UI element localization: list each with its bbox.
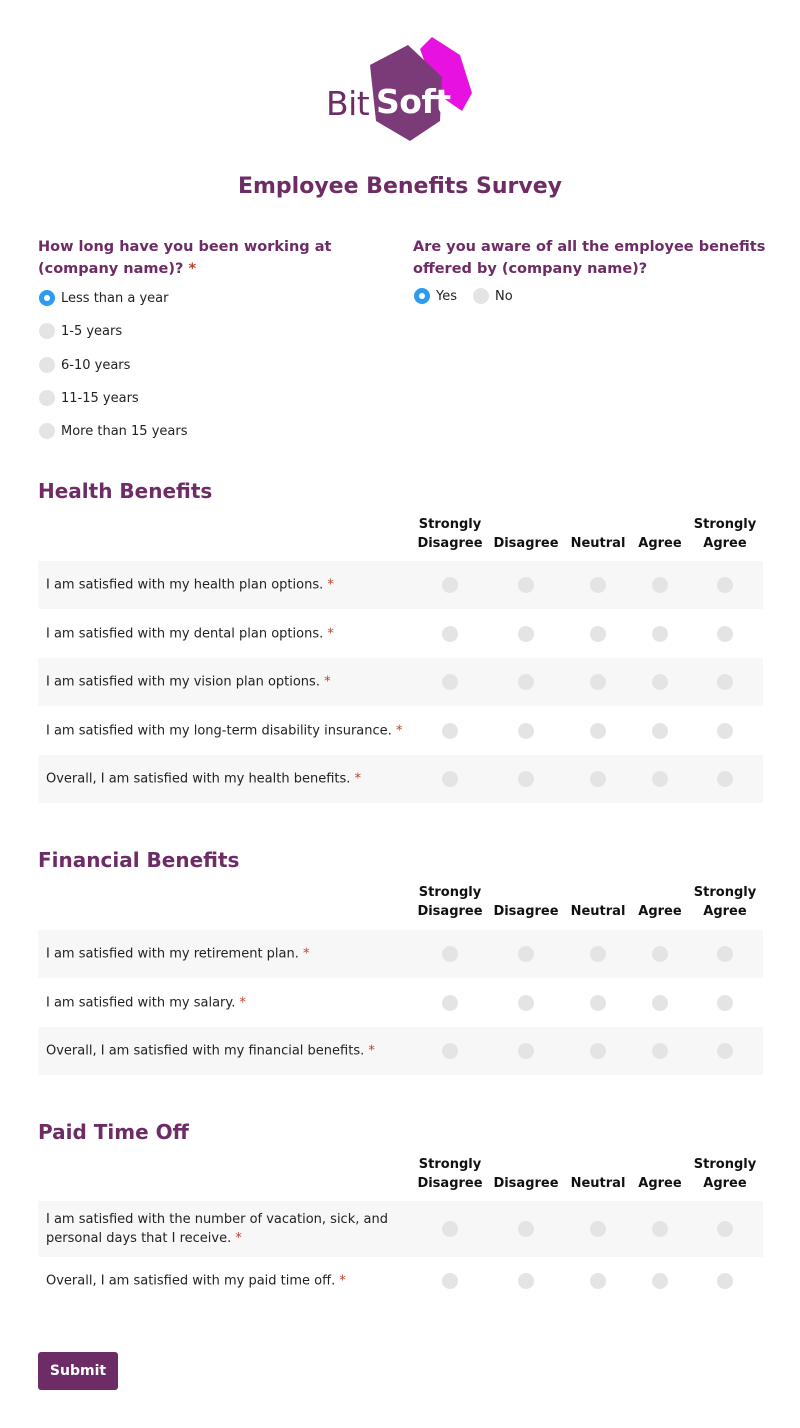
matrix-row-label: I am satisfied with my dental plan options. * — [46, 626, 334, 641]
rating-radio[interactable] — [717, 1273, 733, 1289]
rating-radio[interactable] — [652, 1221, 668, 1237]
rating-radio[interactable] — [442, 946, 458, 962]
rating-radio[interactable] — [652, 577, 668, 593]
logo — [326, 37, 476, 143]
radio-button[interactable] — [414, 288, 430, 304]
required-asterisk: * — [188, 261, 197, 277]
matrix-row — [38, 706, 763, 755]
scale-header-line: Strongly — [418, 885, 482, 900]
scale-column-header — [685, 883, 765, 921]
tenure-option[interactable] — [39, 421, 187, 441]
radio-button[interactable] — [39, 357, 55, 373]
rating-radio[interactable] — [442, 1273, 458, 1289]
required-asterisk: * — [395, 723, 403, 738]
scale-column-header — [685, 1155, 765, 1193]
rating-radio[interactable] — [652, 626, 668, 642]
rating-radio[interactable] — [717, 1221, 733, 1237]
rating-radio[interactable] — [590, 1273, 606, 1289]
required-asterisk: * — [368, 1043, 375, 1059]
rating-radio[interactable] — [717, 771, 733, 787]
question-tenure-label: How long have you been working at (company name)? * — [38, 239, 332, 277]
option-label: 11-15 years — [61, 390, 139, 406]
option-label: Yes — [436, 288, 457, 304]
radio-button[interactable] — [39, 390, 55, 406]
rating-radio[interactable] — [590, 1221, 606, 1237]
scale-column-header — [486, 515, 566, 553]
rating-radio[interactable] — [652, 771, 668, 787]
rating-radio[interactable] — [717, 577, 733, 593]
required-asterisk: * — [239, 995, 246, 1010]
radio-button[interactable] — [473, 288, 489, 304]
scale-header-line: Disagree — [417, 536, 483, 551]
rating-radio[interactable] — [717, 626, 733, 642]
rating-radio[interactable] — [518, 577, 534, 593]
form-title: Employee Benefits Survey — [237, 174, 562, 199]
scale-column-header — [410, 515, 490, 553]
rating-radio[interactable] — [518, 1273, 534, 1289]
radio-button[interactable] — [39, 323, 55, 339]
rating-radio[interactable] — [717, 995, 733, 1011]
scale-header-line: Disagree — [417, 1176, 483, 1191]
scale-header-line: Strongly — [418, 1157, 482, 1172]
section-title: Paid Time Off — [38, 1120, 189, 1144]
radio-button[interactable] — [39, 423, 55, 439]
matrix-row-label: Overall, I am satisfied with my paid time off. * — [46, 1273, 346, 1288]
scale-header-line: Neutral — [570, 1176, 626, 1191]
rating-radio[interactable] — [442, 674, 458, 690]
tenure-option[interactable] — [39, 321, 122, 341]
matrix-row-label: I am satisfied with the number of vacation, sick, and personal days that I receive. * — [46, 1212, 388, 1246]
scale-header-line: Agree — [703, 536, 747, 551]
tenure-option[interactable] — [39, 288, 168, 308]
radio-button[interactable] — [39, 290, 55, 306]
rating-radio[interactable] — [590, 771, 606, 787]
rating-radio[interactable] — [518, 674, 534, 690]
scale-header-line: Strongly — [693, 517, 757, 532]
option-label: Less than a year — [61, 290, 169, 306]
rating-radio[interactable] — [442, 995, 458, 1011]
section-title: Financial Benefits — [38, 848, 240, 872]
rating-radio[interactable] — [590, 674, 606, 690]
matrix-row — [38, 1201, 763, 1257]
scale-header-line — [486, 515, 566, 534]
aware-option[interactable] — [414, 286, 457, 306]
option-label: No — [495, 288, 513, 304]
rating-radio[interactable] — [717, 674, 733, 690]
rating-radio[interactable] — [442, 723, 458, 739]
rating-radio[interactable] — [590, 626, 606, 642]
tenure-option[interactable] — [39, 388, 139, 408]
required-asterisk: * — [324, 674, 331, 690]
scale-column-header — [410, 1155, 490, 1193]
submit-button[interactable]: Submit — [38, 1352, 118, 1390]
question-aware-label: Are you aware of all the employee benefits offered by (company name)? — [413, 239, 766, 277]
rating-radio[interactable] — [590, 946, 606, 962]
scale-header-line: Agree — [638, 536, 682, 551]
rating-radio[interactable] — [652, 723, 668, 739]
scale-header-line: Disagree — [493, 1176, 559, 1191]
rating-radio[interactable] — [442, 626, 458, 642]
rating-radio[interactable] — [590, 577, 606, 593]
scale-header-line: Strongly — [693, 1157, 757, 1172]
matrix-row-label: I am satisfied with my retirement plan. * — [46, 946, 310, 962]
section-title: Health Benefits — [38, 479, 213, 503]
scale-header-line: Disagree — [417, 904, 483, 919]
rating-radio[interactable] — [717, 946, 733, 962]
rating-radio[interactable] — [518, 723, 534, 739]
tenure-option[interactable] — [39, 355, 130, 375]
matrix-row-label: I am satisfied with my health plan options. * — [46, 577, 334, 593]
scale-header-line — [486, 883, 566, 902]
scale-header-line: Strongly — [418, 517, 482, 532]
rating-radio[interactable] — [590, 995, 606, 1011]
matrix-row — [38, 609, 763, 658]
scale-header-line: Strongly — [693, 885, 757, 900]
scale-header-line: Disagree — [493, 904, 559, 919]
scale-header-line: Agree — [703, 904, 747, 919]
scale-header-line: Agree — [638, 904, 682, 919]
required-asterisk: * — [327, 577, 334, 593]
matrix-row-label: Overall, I am satisfied with my financial benefits. * — [46, 1043, 375, 1059]
rating-radio[interactable] — [442, 771, 458, 787]
rating-radio[interactable] — [717, 1043, 733, 1059]
scale-column-header — [486, 883, 566, 921]
matrix-row — [38, 1027, 763, 1075]
rating-radio[interactable] — [442, 577, 458, 593]
rating-radio[interactable] — [518, 1043, 534, 1059]
rating-radio[interactable] — [652, 1273, 668, 1289]
scale-column-header — [486, 1155, 566, 1193]
logo-text-soft: Soft — [376, 82, 451, 121]
scale-column-header — [685, 515, 765, 553]
matrix-row — [38, 658, 763, 706]
rating-radio[interactable] — [590, 723, 606, 739]
rating-radio[interactable] — [518, 946, 534, 962]
required-asterisk: * — [339, 1273, 346, 1288]
scale-header-line: Disagree — [493, 536, 559, 551]
rating-radio[interactable] — [442, 1043, 458, 1059]
option-label: 6-10 years — [61, 357, 131, 373]
matrix-row-label: I am satisfied with my long-term disability insurance. * — [46, 723, 403, 738]
rating-radio[interactable] — [652, 995, 668, 1011]
option-label: 1-5 years — [61, 323, 123, 339]
matrix-row — [38, 978, 763, 1027]
rating-radio[interactable] — [518, 1221, 534, 1237]
scale-column-header — [410, 883, 490, 921]
scale-header-line: Neutral — [570, 904, 626, 919]
rating-radio[interactable] — [518, 995, 534, 1011]
aware-option[interactable] — [473, 286, 513, 306]
required-asterisk: * — [235, 1231, 242, 1246]
matrix-row — [38, 755, 763, 803]
scale-header-line — [486, 1155, 566, 1174]
required-asterisk: * — [354, 771, 362, 787]
required-asterisk: * — [303, 946, 310, 962]
matrix-row — [38, 1257, 763, 1304]
matrix-row-label: I am satisfied with my salary. * — [46, 995, 246, 1010]
matrix-row-label: Overall, I am satisfied with my health benefits. * — [46, 771, 362, 787]
logo-text-bit: Bit — [326, 84, 370, 123]
scale-header-line: Agree — [703, 1176, 747, 1191]
scale-header-line: Neutral — [570, 536, 626, 551]
rating-radio[interactable] — [442, 1221, 458, 1237]
required-asterisk: * — [327, 626, 334, 641]
rating-radio[interactable] — [717, 723, 733, 739]
option-label: More than 15 years — [61, 423, 188, 439]
rating-radio[interactable] — [652, 946, 668, 962]
matrix-row — [38, 930, 763, 978]
matrix-row — [38, 561, 763, 609]
rating-radio[interactable] — [590, 1043, 606, 1059]
scale-header-line: Agree — [638, 1176, 682, 1191]
rating-radio[interactable] — [518, 771, 534, 787]
rating-radio[interactable] — [652, 1043, 668, 1059]
rating-radio[interactable] — [652, 674, 668, 690]
matrix-row-label: I am satisfied with my vision plan options. * — [46, 674, 331, 690]
rating-radio[interactable] — [518, 626, 534, 642]
